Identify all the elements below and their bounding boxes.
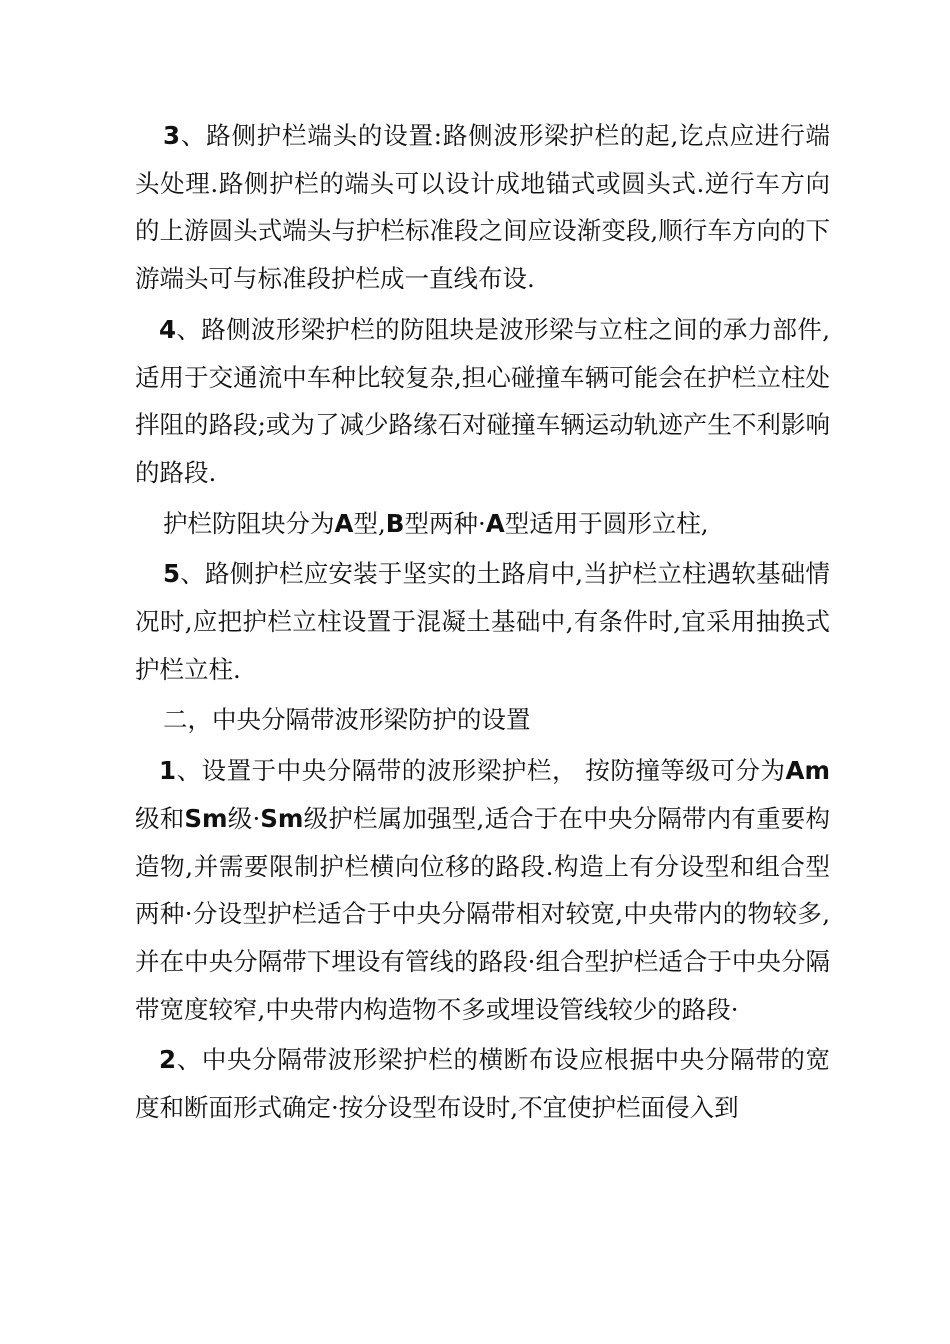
item-number: 5 [163,559,181,589]
text-run: 级和 [135,803,185,833]
text-run: 、设置于中央分隔带的波形梁护栏， 按防撞等级可分为 [176,756,786,786]
text-run: 护栏防阻块分为 [163,508,335,538]
paragraph-1 [135,747,830,1033]
paragraph-text: 、路侧波形梁护栏的防阻块是波形梁与立柱之间的承力部件,适用于交通流中车种比较复杂,担心碰撞车辆可能会在护栏立柱处拌阻的路段;或为了减少路缘石对碰撞车辆运动轨迹产生不利影响的路段. [135,314,830,487]
text-run: 型, [353,508,386,538]
text-run: 级护栏属加强型,适合于在中央分隔带内有重要构造物,并需要限制护栏横向位移的路段.构造上有分设型和组合型两种·分设型护栏适合于中央分隔带相对较宽,中央带内的物较多,并在中央分隔带下埋设有管线的路段·组合型护栏适合于中央分隔带宽度较窄,中央带内构造物不多或埋设管线较少的路段· [135,803,830,1024]
text-run: 型两种· [404,508,486,538]
text-run: 型适用于圆形立柱, [504,508,709,538]
item-number: 1 [159,756,177,786]
paragraph-text: 、路侧护栏应安装于坚实的土路肩中,当护栏立柱遇软基础情况时,应把护栏立柱设置于混凝土基础中,有条件时,宜采用抽换式护栏立柱. [135,559,830,684]
type-a-label: A [485,508,505,538]
type-b-label: B [385,508,405,538]
item-number: 3 [163,121,181,150]
type-a-label: A [334,508,354,538]
item-number: 4 [159,314,177,344]
paragraph-text: 、中央分隔带波形梁护栏的横断布设应根据中央分隔带的宽度和断面形式确定·按分设型布设时,不宜使护栏面侵入到 [135,1045,830,1123]
section-heading [135,696,830,744]
text-run: 级· [227,803,261,833]
document-body [135,112,830,1135]
paragraph-3 [135,112,830,303]
paragraph-2 [135,1036,830,1131]
paragraph-4 [135,306,830,497]
item-number: 2 [159,1045,177,1075]
heading-text: 二，中央分隔带波形梁防护的设置 [163,705,531,735]
paragraph-block-types [135,500,830,548]
paragraph-5 [135,550,830,693]
grade-am-label: Am [785,756,830,786]
grade-sm-label: Sm [184,803,228,833]
paragraph-text: 、路侧护栏端头的设置:路侧波形梁护栏的起,讫点应进行端头处理.路侧护栏的端头可以设计成地锚式或圆头式.逆行车方向的上游圆头式端头与护栏标准段之间应设渐变段,顺行车方向的下游端头可与标准段护栏成一直线布设. [135,121,830,294]
grade-sm-label: Sm [260,803,304,833]
